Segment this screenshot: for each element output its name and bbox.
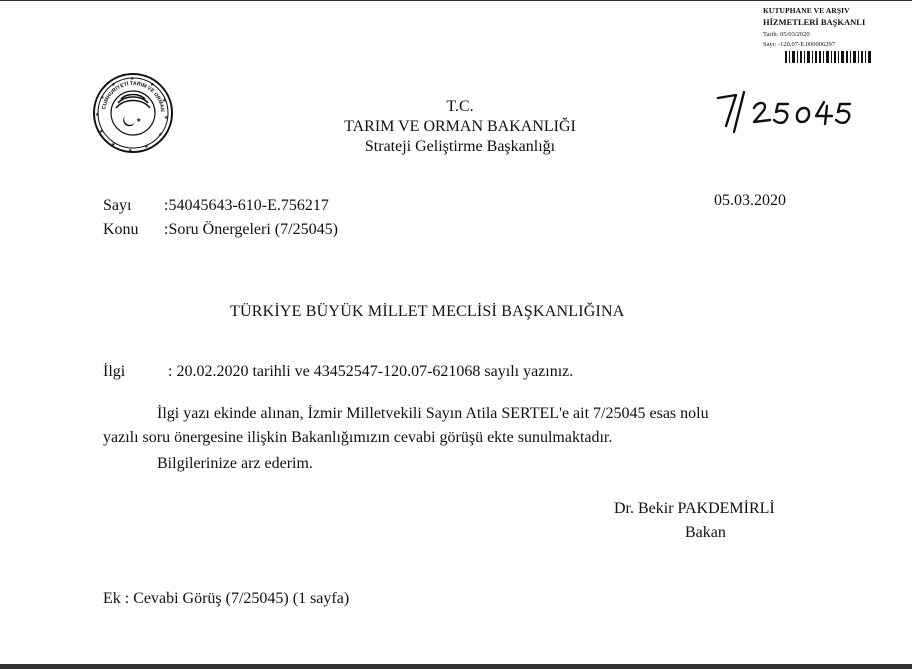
top-border [0, 0, 912, 1]
stamp-line-2: HİZMETLERİ BAŞKANLI [763, 17, 866, 27]
handwritten-number [714, 90, 854, 134]
svg-text:★: ★ [111, 82, 116, 88]
svg-text:★: ★ [95, 112, 100, 118]
ministry-name: TARIM VE ORMAN BAKANLIĞI [344, 118, 576, 135]
country-abbrev: T.C. [446, 98, 474, 115]
reference-value: : 20.02.2020 tarihli ve 43452547-120.07-621068 sayılı yazınız. [168, 363, 574, 380]
body-line-3: Bilgilerinize arz ederim. [157, 455, 313, 472]
body-line-1: İlgi yazı ekinde alınan, İzmir Milletvekili Sayın Atila SERTEL'e ait 7/25045 esas nolu [157, 405, 709, 422]
bottom-border [0, 664, 912, 669]
attachment-line [103, 590, 349, 608]
attachment-label: Ek : [103, 590, 130, 607]
seal-ring-text: CUMHURİYETİ TARIM VE ORMAN [101, 80, 166, 113]
svg-text:★: ★ [111, 142, 116, 148]
konu-value: :Soru Önergeleri (7/25045) [164, 221, 338, 238]
svg-text:★: ★ [158, 132, 163, 138]
registry-stamp [763, 4, 912, 66]
sayi-label: Sayı [103, 197, 132, 214]
attachment-value: Cevabi Görüş (7/25045) (1 sayfa) [133, 590, 350, 607]
konu-label: Konu [103, 221, 139, 238]
department-name: Strateji Geliştirme Başkanlığı [364, 138, 556, 155]
body-line-2: yazılı soru önergesine ilişkin Bakanlığımızın cevabi görüşü ekte sunulmaktadır. [103, 429, 613, 446]
svg-text:★: ★ [144, 144, 149, 150]
letterhead [260, 97, 660, 157]
addressee: TÜRKİYE BÜYÜK MİLLET MECLİSİ BAŞKANLIĞINA [230, 303, 625, 320]
svg-text:★: ★ [128, 148, 133, 154]
barcode-icon [785, 51, 871, 63]
svg-text:★: ★ [130, 76, 135, 82]
svg-text:★: ★ [162, 98, 167, 104]
stamp-number: Sayı: -120.07-E.000006297 [763, 41, 836, 48]
stamp-date: Tarih: 05/03/2020 [763, 31, 810, 38]
svg-text:★: ★ [164, 115, 169, 121]
svg-text:★: ★ [136, 117, 142, 124]
signer-name: Dr. Bekir PAKDEMİRLİ [614, 500, 775, 517]
svg-text:★: ★ [100, 95, 105, 101]
stamp-line-1: KUTUPHANE VE ARŞIV [763, 6, 850, 15]
ministry-seal-icon [92, 72, 174, 154]
signer-title: Bakan [685, 524, 726, 541]
sayi-value: :54045643-610-E.756217 [164, 197, 329, 214]
document-date: 05.03.2020 [714, 192, 786, 209]
reference-label: İlgi [103, 363, 126, 380]
svg-text:★: ★ [150, 82, 155, 88]
svg-text:★: ★ [99, 129, 104, 135]
